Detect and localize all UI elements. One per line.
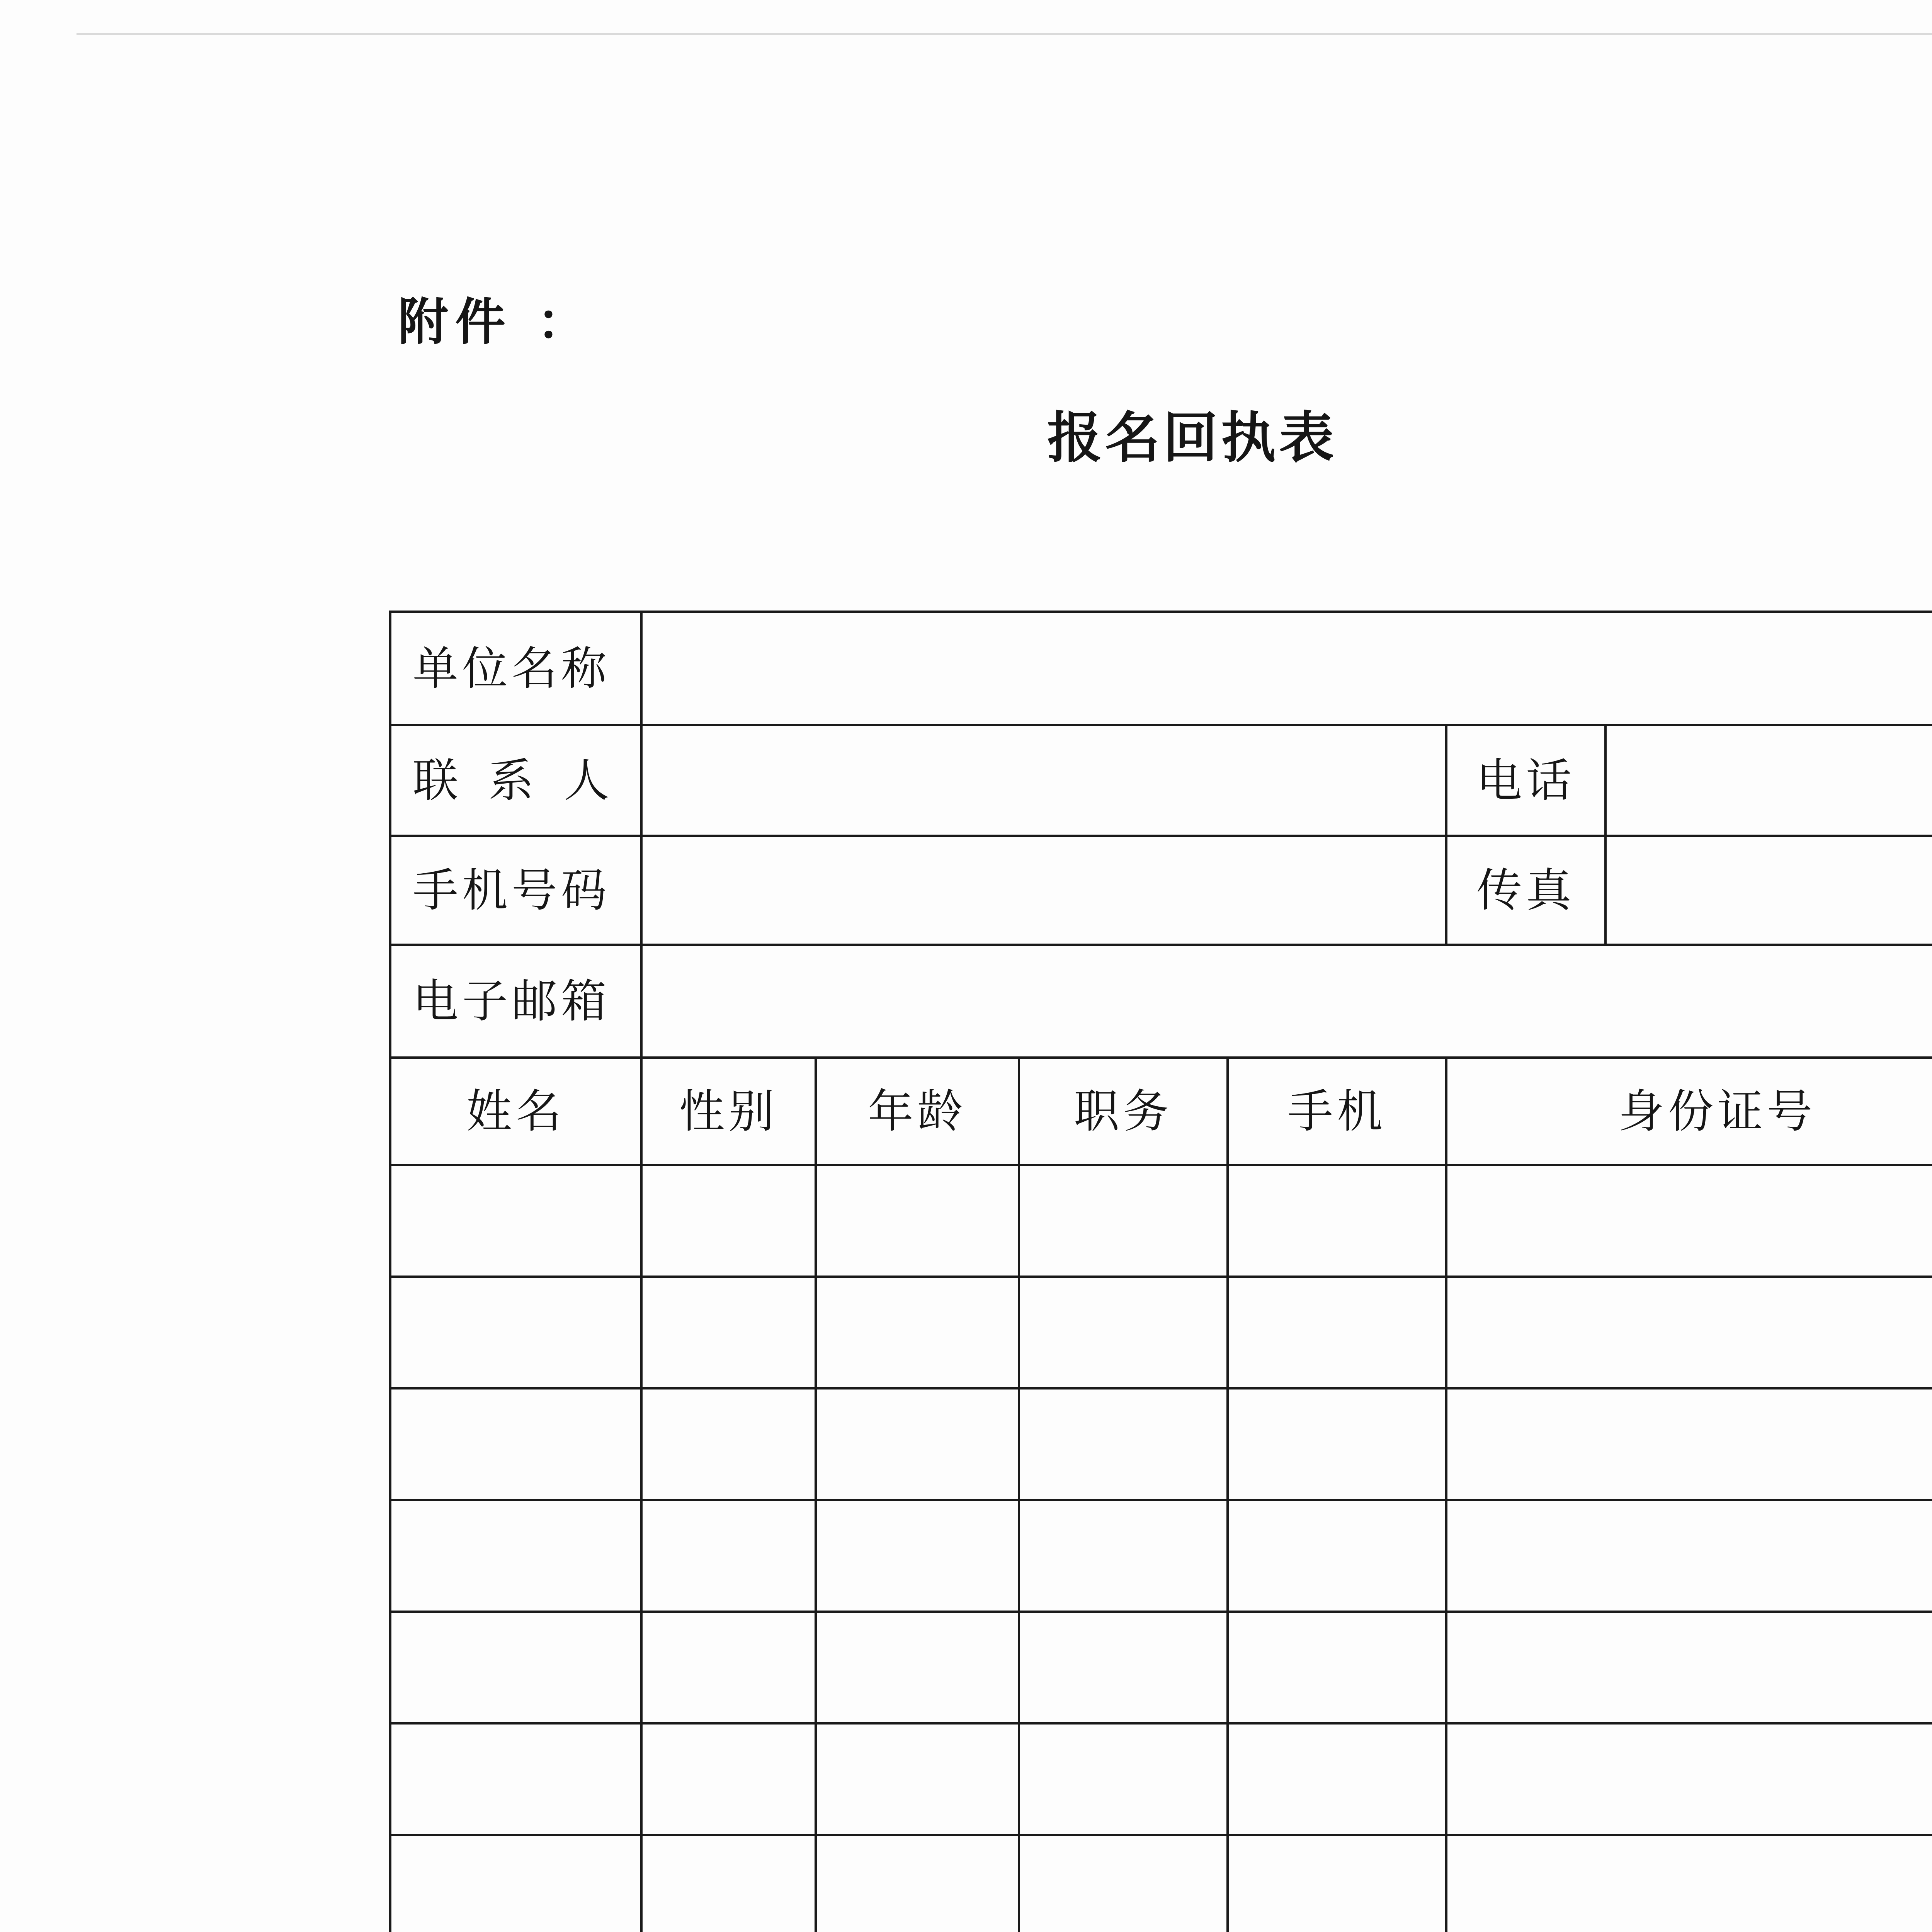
attendee-cell: [1228, 1388, 1446, 1500]
column-header-position: 职务: [1019, 1058, 1228, 1165]
column-header-name: 姓名: [390, 1058, 641, 1165]
attendee-cell: [816, 1612, 1019, 1723]
unit-name-row: [390, 612, 1932, 725]
attendee-cell: [390, 1835, 641, 1932]
attendee-cell: [1019, 1612, 1228, 1723]
phone-field: [1605, 725, 1932, 836]
attendee-cell: [1019, 1723, 1228, 1835]
attendee-cell: [1446, 1388, 1932, 1500]
attendee-cell: [1019, 1277, 1228, 1388]
attendee-cell: [1228, 1500, 1446, 1612]
attendee-cell: [390, 1277, 641, 1388]
attendee-cell: [390, 1723, 641, 1835]
attendee-cell: [1446, 1612, 1932, 1723]
attendee-row: [390, 1165, 1932, 1277]
attendee-row: [390, 1388, 1932, 1500]
attendee-cell: [390, 1612, 641, 1723]
attendee-cell: [816, 1500, 1019, 1612]
mobile-field: [641, 836, 1446, 945]
attendee-row: [390, 1612, 1932, 1723]
attendee-cell: [390, 1500, 641, 1612]
unit-name-label: 单位名称: [390, 612, 641, 725]
attendee-cell: [1446, 1165, 1932, 1277]
attendee-row: [390, 1723, 1932, 1835]
fax-field: [1605, 836, 1932, 945]
phone-label: 电话: [1446, 725, 1605, 836]
attendee-header-row: [390, 1058, 1932, 1165]
page-title: 报名回执表: [1047, 406, 1337, 470]
attendee-cell: [390, 1165, 641, 1277]
attendee-cell: [1228, 1723, 1446, 1835]
registration-form-table: [389, 611, 1932, 1932]
attendee-cell: [816, 1388, 1019, 1500]
attendee-cell: [1019, 1388, 1228, 1500]
attendee-cell: [1019, 1835, 1228, 1932]
attendee-cell: [1446, 1723, 1932, 1835]
contact-person-field: [641, 725, 1446, 836]
fax-label: 传真: [1446, 836, 1605, 945]
column-header-mobile: 手机: [1228, 1058, 1446, 1165]
attendee-cell: [816, 1723, 1019, 1835]
attendee-cell: [641, 1277, 816, 1388]
attendee-cell: [1446, 1500, 1932, 1612]
attendee-cell: [641, 1723, 816, 1835]
unit-name-field: [641, 612, 1932, 725]
attendee-cell: [390, 1388, 641, 1500]
attendee-cell: [816, 1165, 1019, 1277]
column-header-id-number: 身份证号: [1446, 1058, 1932, 1165]
contact-row: [390, 725, 1932, 836]
attendee-cell: [1019, 1165, 1228, 1277]
attendee-cell: [816, 1277, 1019, 1388]
attachment-label: 附件 ：: [398, 292, 594, 351]
attendee-cell: [1019, 1500, 1228, 1612]
attendee-cell: [1446, 1835, 1932, 1932]
attendee-cell: [1228, 1835, 1446, 1932]
email-field: [641, 945, 1932, 1058]
column-header-gender: 性别: [641, 1058, 816, 1165]
attendee-cell: [1228, 1277, 1446, 1388]
attendee-cell: [641, 1388, 816, 1500]
attendee-row: [390, 1835, 1932, 1932]
attendee-cell: [1228, 1612, 1446, 1723]
attendee-cell: [641, 1500, 816, 1612]
contact-person-label: 联 系 人: [390, 725, 641, 836]
scan-edge-line: [77, 33, 1932, 35]
attendee-cell: [641, 1612, 816, 1723]
attendee-cell: [641, 1835, 816, 1932]
email-label: 电子邮箱: [390, 945, 641, 1058]
attendee-cell: [1228, 1165, 1446, 1277]
attendee-row: [390, 1277, 1932, 1388]
mobile-row: [390, 836, 1932, 945]
attendee-cell: [641, 1165, 816, 1277]
mobile-label: 手机号码: [390, 836, 641, 945]
attendee-cell: [1446, 1277, 1932, 1388]
attendee-row: [390, 1500, 1932, 1612]
attendee-cell: [816, 1835, 1019, 1932]
email-row: [390, 945, 1932, 1058]
column-header-age: 年龄: [816, 1058, 1019, 1165]
